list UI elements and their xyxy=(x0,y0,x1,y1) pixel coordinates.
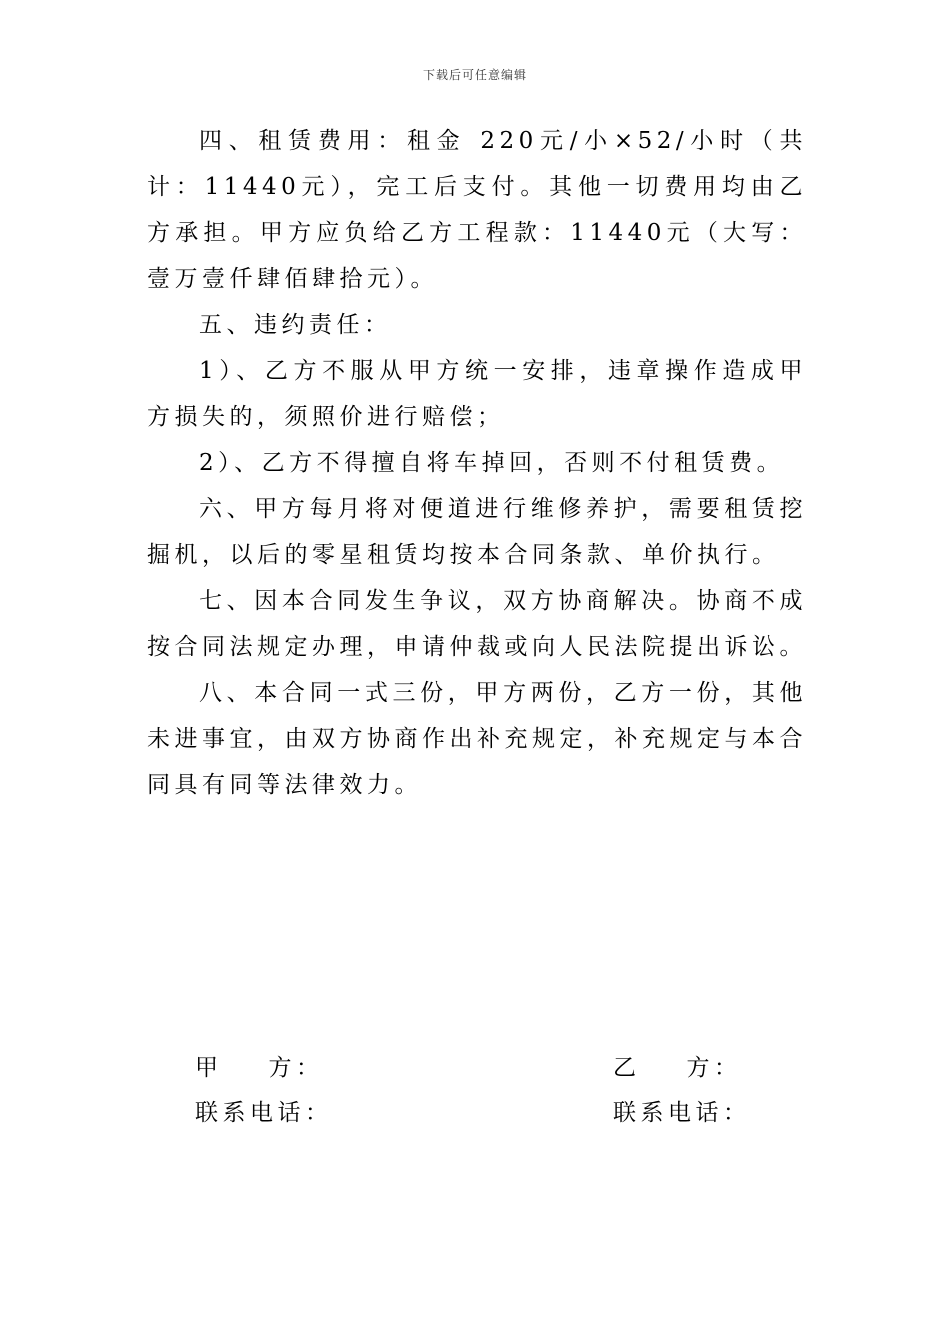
clause-copies: 八、本合同一式三份，甲方两份，乙方一份，其他未进事宜，由双方协商作出补充规定，补充规定与本合同具有同等法律效力。 xyxy=(147,680,807,798)
party-a-label-first: 甲 xyxy=(195,1055,223,1081)
party-b-label xyxy=(613,1046,751,1091)
clause-breach-heading: 五、违约责任： xyxy=(199,312,392,338)
party-a-phone-label: 联系电话： xyxy=(195,1100,333,1126)
signature-block xyxy=(195,1046,755,1146)
party-a-label-second: 方： xyxy=(268,1055,324,1081)
header-note: 下载后可任意编辑 xyxy=(422,68,527,82)
clause-maintenance: 六、甲方每月将对便道进行维修养护，需要租赁挖掘机，以后的零星租赁均按本合同条款、单价执行。 xyxy=(147,496,807,568)
clause-dispute: 七、因本合同发生争议，双方协商解决。协商不成按合同法规定办理，申请仲裁或向人民法院提出诉讼。 xyxy=(147,588,807,660)
clause-rental-fee: 四、租赁费用：租金 220元/小×52/小时（共计：11440元），完工后支付。其他一切费用均由乙方承担。甲方应负给乙方工程款：11440元（大写：壹万壹仟肆佰肆拾元）。 xyxy=(147,128,807,292)
contract-body xyxy=(147,118,807,808)
party-a-signature xyxy=(195,1046,333,1136)
party-b-label-first: 乙 xyxy=(613,1055,641,1081)
clause-breach-item-2: 2）、乙方不得擅自将车掉回，否则不付租赁费。 xyxy=(199,450,785,476)
party-b-signature xyxy=(613,1046,751,1136)
clause-breach-item-1: 1）、乙方不服从甲方统一安排，违章操作造成甲方损失的，须照价进行赔偿； xyxy=(147,358,807,430)
party-a-label xyxy=(195,1046,333,1091)
party-b-phone-label: 联系电话： xyxy=(613,1100,751,1126)
party-b-label-second: 方： xyxy=(686,1055,742,1081)
